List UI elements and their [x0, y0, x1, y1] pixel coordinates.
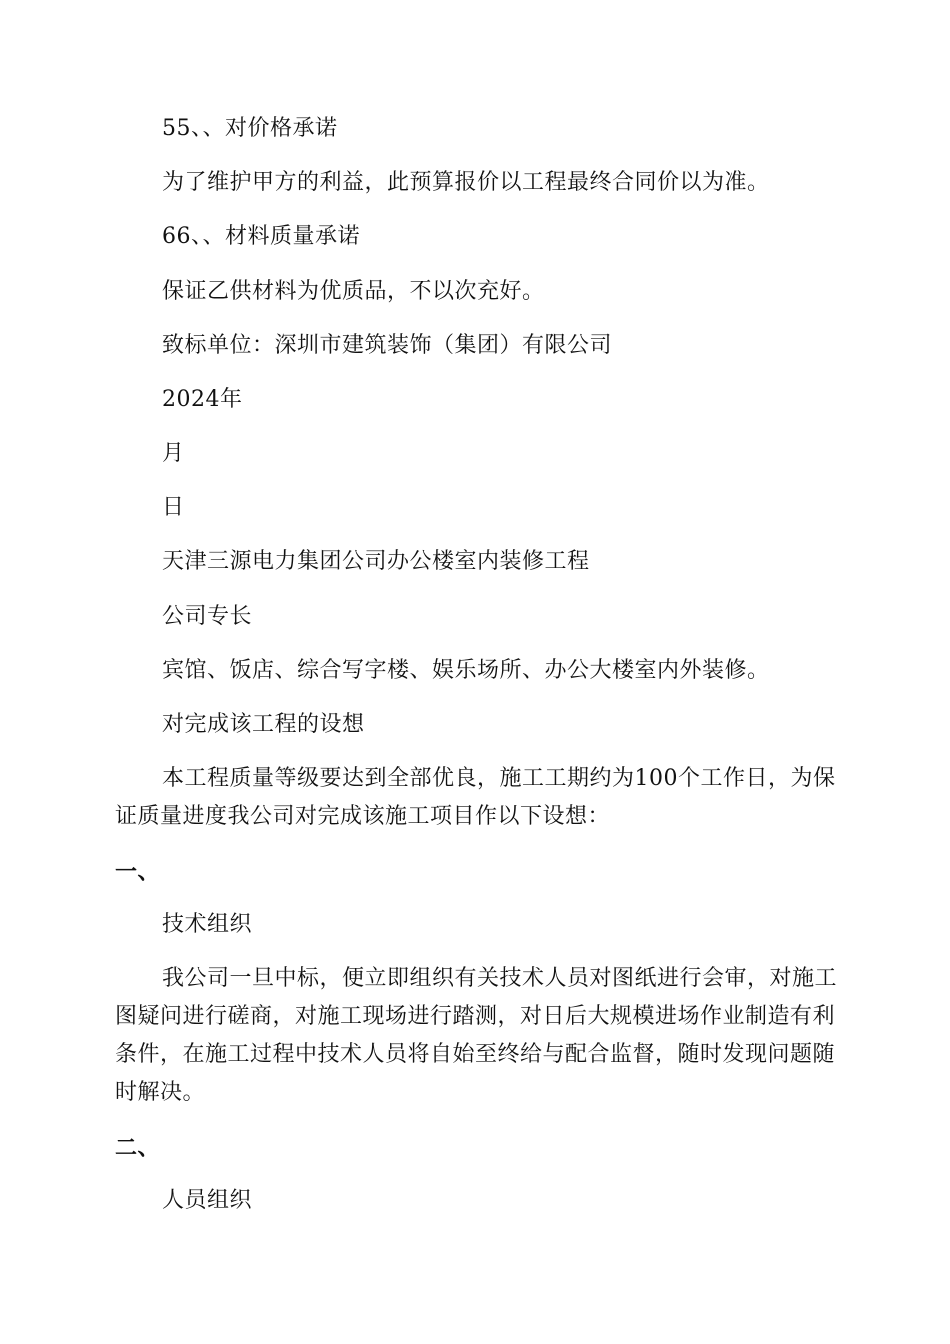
section-1-paragraph-line: 条件，在施工过程中技术人员将自始至终给与配合监督，随时发现问题随	[115, 1042, 836, 1067]
date-day: 日	[162, 495, 185, 520]
section-1-number: 一、	[115, 859, 161, 885]
section-1-title: 技术组织	[162, 912, 253, 937]
material-commitment-heading: 66、、材料质量承诺	[162, 224, 360, 249]
date-month: 月	[162, 441, 185, 466]
project-plan-heading: 对完成该工程的设想	[162, 712, 365, 737]
bidding-unit-line: 致标单位：深圳市建筑装饰（集团）有限公司	[162, 333, 613, 358]
intro-paragraph-line: 证质量进度我公司对完成该施工项目作以下设想：	[115, 804, 611, 829]
price-commitment-heading: 55、、对价格承诺	[162, 116, 338, 141]
date-year: 2024年	[162, 387, 243, 412]
company-specialty-text: 宾馆、饭店、综合写字楼、娱乐场所、办公大楼室内外装修。	[162, 658, 770, 683]
project-title: 天津三源电力集团公司办公楼室内装修工程	[162, 549, 590, 574]
material-commitment-text: 保证乙供材料为优质品，不以次充好。	[162, 279, 545, 304]
section-1-paragraph-line: 时解决。	[115, 1080, 206, 1105]
section-2-title: 人员组织	[162, 1188, 253, 1213]
section-2-number: 二、	[115, 1135, 161, 1161]
price-commitment-text: 为了维护甲方的利益，此预算报价以工程最终合同价以为准。	[162, 170, 770, 195]
section-1-paragraph-line: 我公司一旦中标，便立即组织有关技术人员对图纸进行会审，对施工	[162, 966, 838, 991]
company-specialty-heading: 公司专长	[162, 604, 253, 629]
section-1-paragraph-line: 图疑问进行磋商，对施工现场进行踏测，对日后大规模进场作业制造有利	[115, 1004, 836, 1029]
intro-paragraph-line: 本工程质量等级要达到全部优良，施工工期约为100个工作日，为保	[162, 766, 836, 791]
